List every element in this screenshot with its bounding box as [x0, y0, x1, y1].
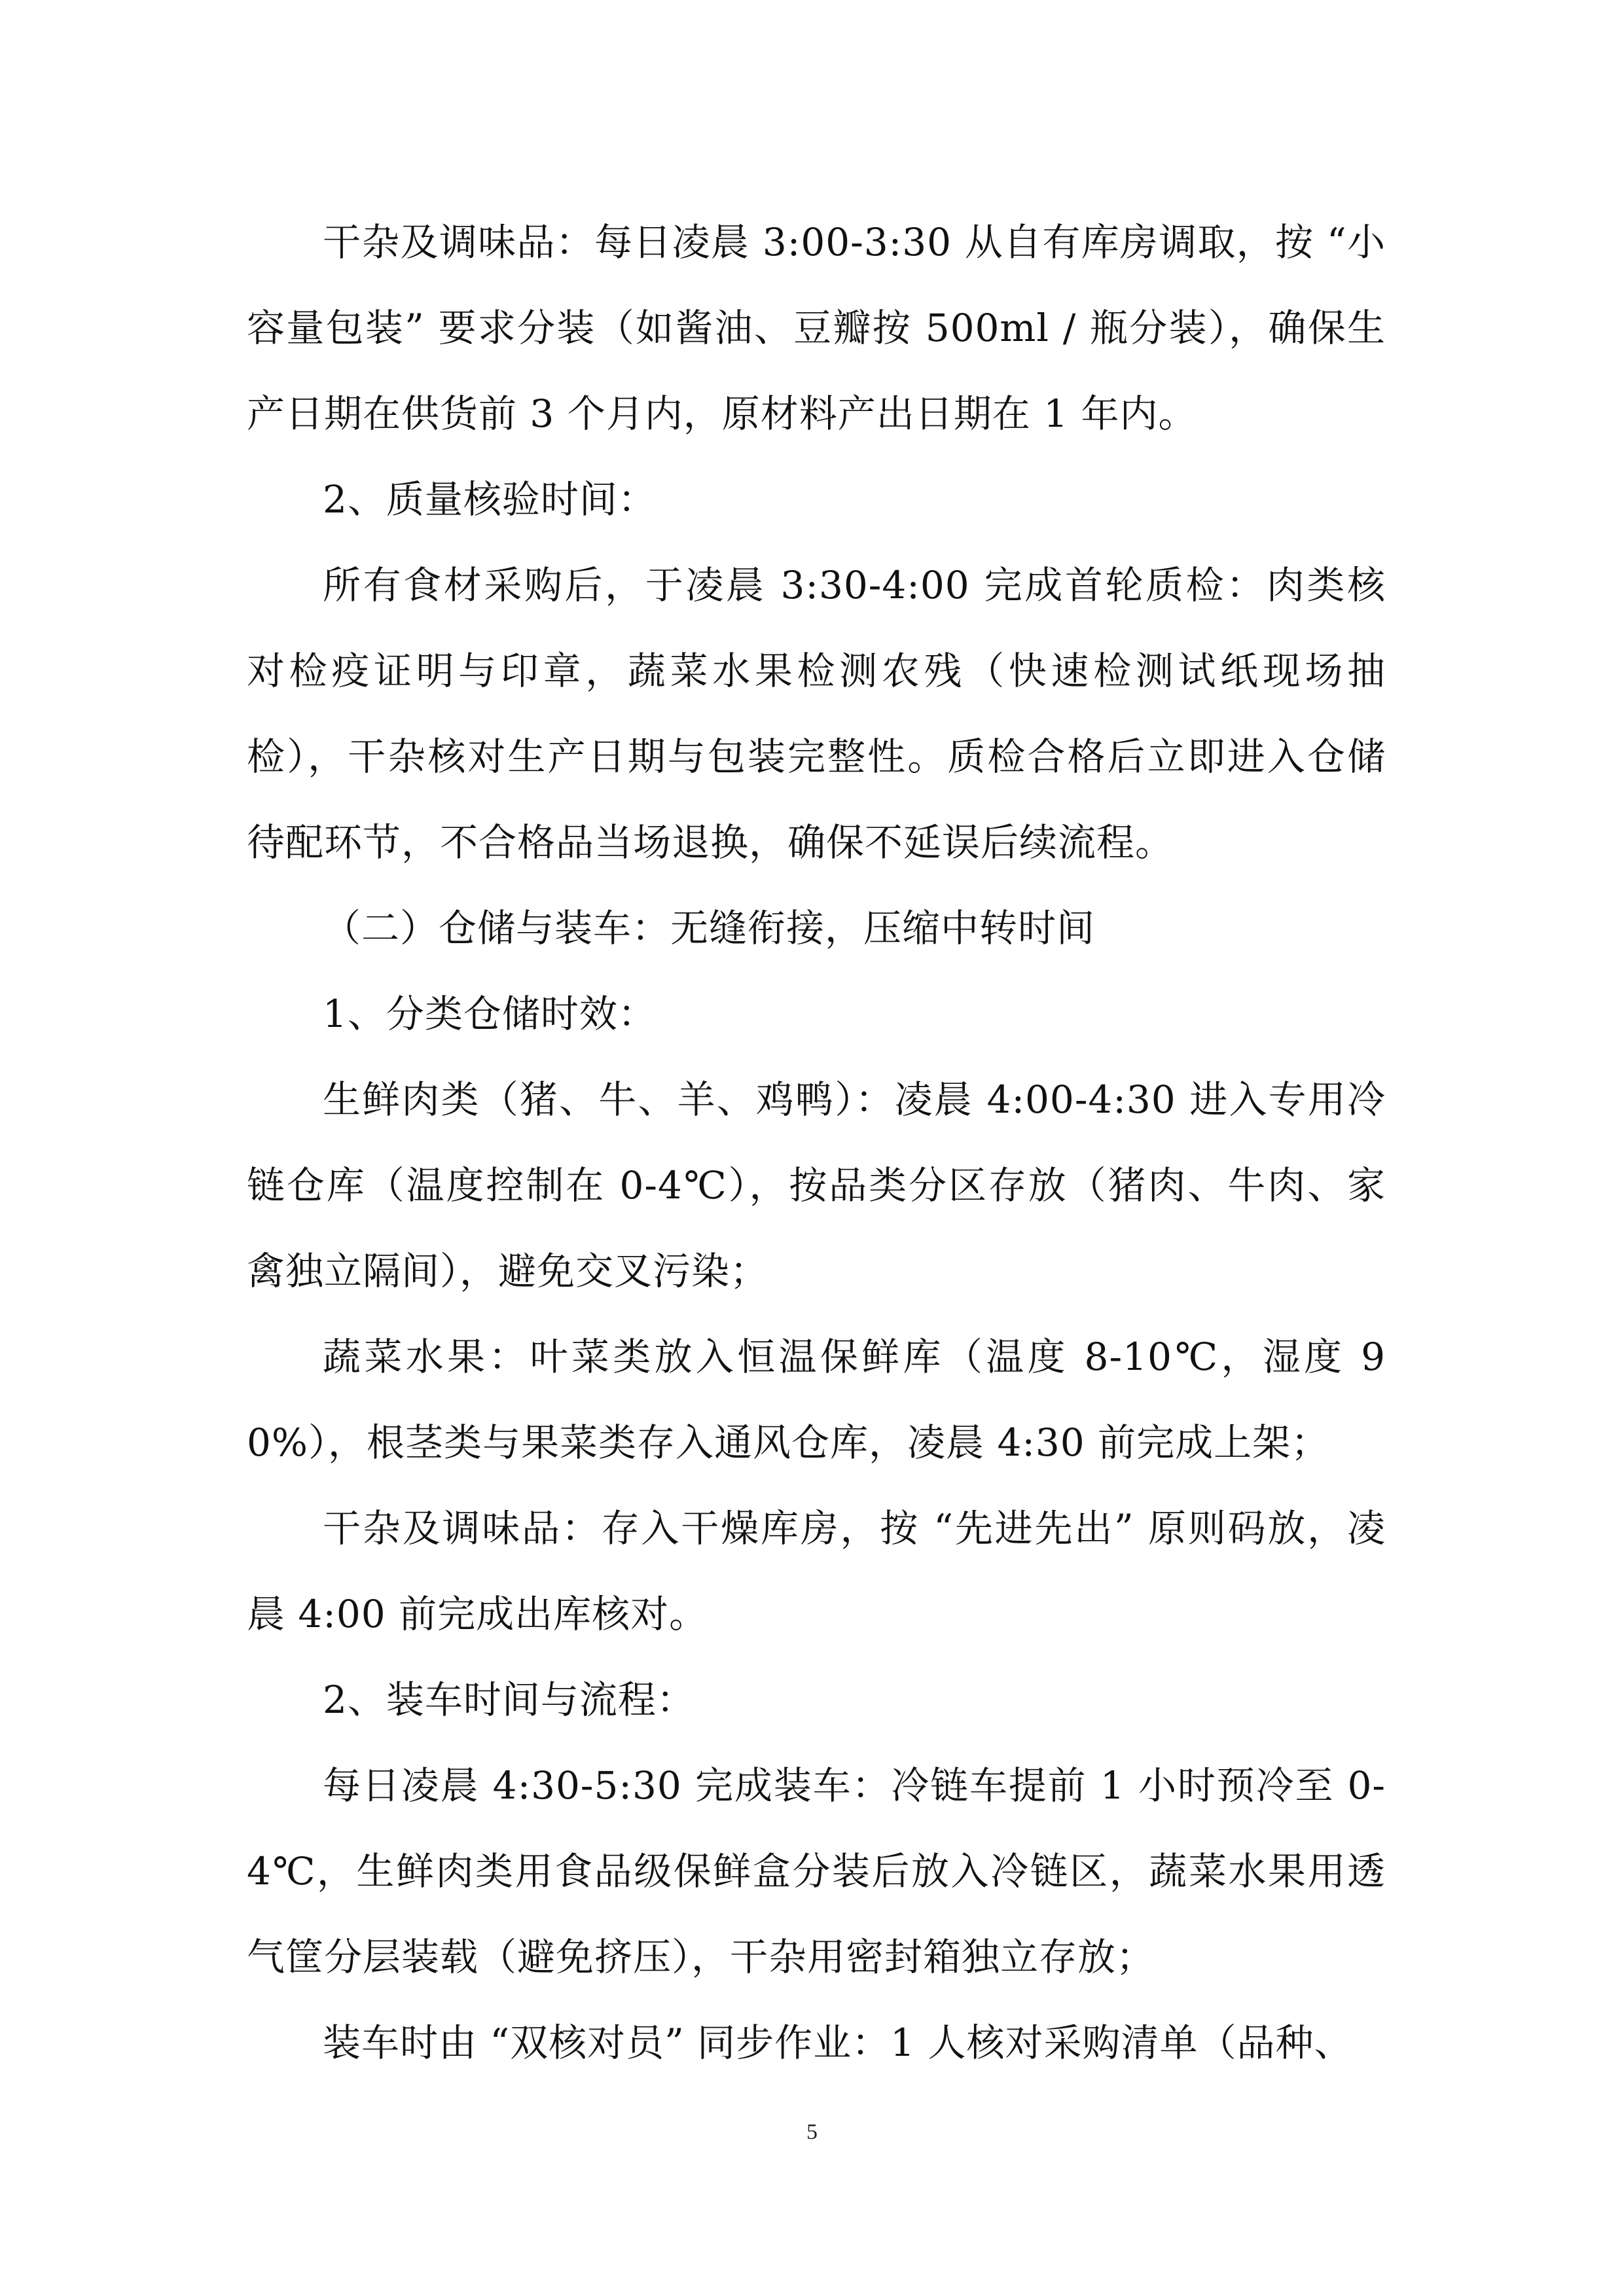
paragraph-quality-check: 所有食材采购后，于凌晨 3:30-4:00 完成首轮质检：肉类核对检疫证明与印章，蔬菜水果检测农残（快速检测试纸现场抽检），干杂核对生产日期与包装完整性。质检合格后立即进入仓储待配环节，不合格品当场退换，确保不延误后续流程。 [247, 563, 1386, 865]
document-body [247, 200, 1386, 2086]
heading-loading-time-process: 2、装车时间与流程： [323, 1677, 695, 1722]
paragraph-dry-goods-storage: 干杂及调味品：存入干燥库房，按 “先进先出” 原则码放，凌晨 4:00 前完成出库核对。 [247, 1506, 1386, 1636]
paragraph-vegetables-fruits: 蔬菜水果：叶菜类放入恒温保鲜库（温度 8-10℃，湿度 90%），根茎类与果菜类存入通风仓库，凌晨 4:30 前完成上架； [247, 1335, 1386, 1465]
heading-quality-check-time: 2、质量核验时间： [323, 477, 657, 522]
heading-storage-timeliness: 1、分类仓储时效： [323, 992, 657, 1036]
page-number: 5 [806, 2120, 818, 2144]
paragraph-fresh-meat: 生鲜肉类（猪、牛、羊、鸡鸭）：凌晨 4:00-4:30 进入专用冷链仓库（温度控制在 0-4℃），按品类分区存放（猪肉、牛肉、家禽独立隔间），避免交叉污染； [247, 1077, 1386, 1293]
paragraph-dry-goods-seasoning: 干杂及调味品：每日凌晨 3:00-3:30 从自有库房调取，按 “小容量包装” 要求分装（如酱油、豆瓣按 500ml / 瓶分装），确保生产日期在供货前 3 个月内，原材料产出日期在 1 年内。 [247, 220, 1386, 436]
paragraph-dual-checker: 装车时由 “双核对员” 同步作业：1 人核对采购清单（品种、 [323, 2020, 1353, 2065]
section-heading-storage-loading: （二）仓储与装车：无缝衔接，压缩中转时间 [323, 906, 1096, 950]
paragraph-loading: 每日凌晨 4:30-5:30 完成装车：冷链车提前 1 小时预冷至 0-4℃，生鲜肉类用食品级保鲜盒分装后放入冷链区，蔬菜水果用透气筐分层装载（避免挤压），干杂用密封箱独立存放； [247, 1763, 1386, 1979]
